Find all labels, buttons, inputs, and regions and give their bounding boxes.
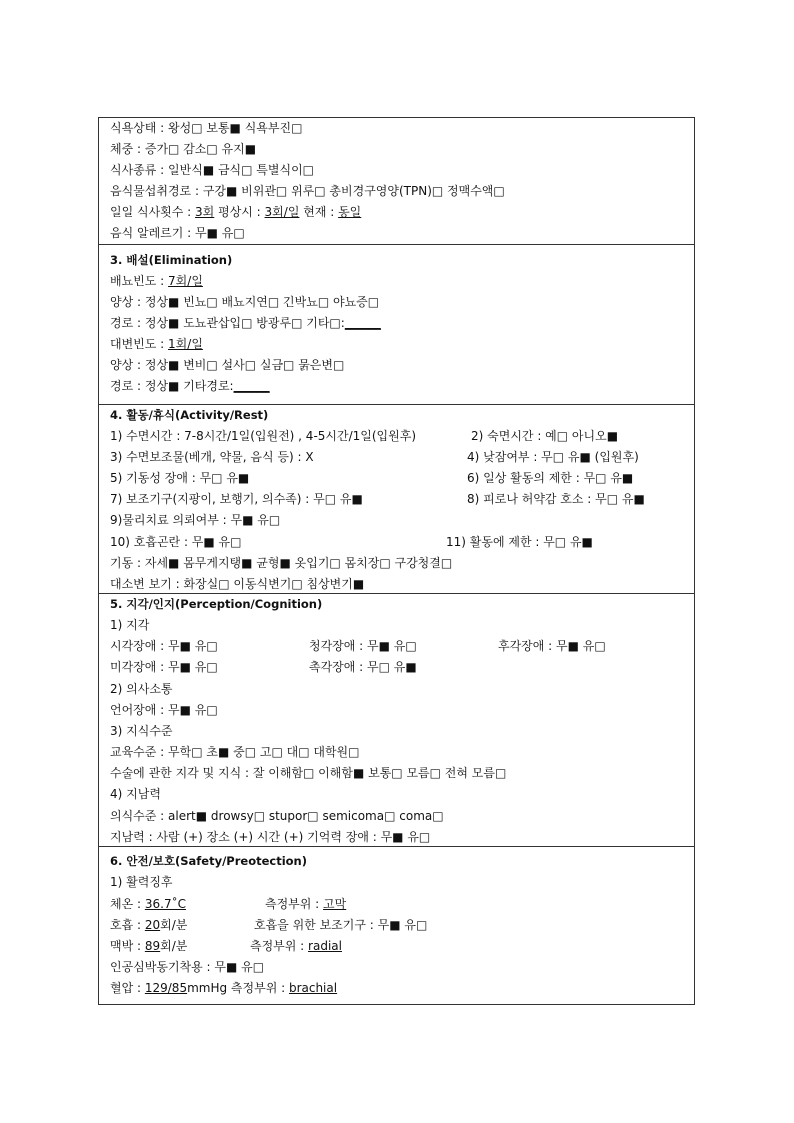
speech-impairment: 언어장애 : 무■ 유□ <box>110 703 218 717</box>
respiratory-aid: 호흡을 위한 보조기구 : 무■ 유□ <box>254 918 428 932</box>
visual-impairment: 시각장애 : 무■ 유□ <box>110 639 218 653</box>
perception-title-row <box>99 594 694 615</box>
pacemaker-row <box>99 957 694 978</box>
safety-title: 6. 안전/보호(Safety/Preotection) <box>110 854 308 868</box>
mobility-detail: 기동 : 자세■ 몸무게지탱■ 균형■ 옷입기□ 몸치장□ 구강청결□ <box>110 556 453 570</box>
usual-label: 평상시 : <box>214 205 265 219</box>
food-allergy-row <box>99 223 694 244</box>
respiration-label: 호흡 : <box>110 918 145 932</box>
surgery-knowledge-row <box>99 763 694 784</box>
meal-type: 식사종류 : 일반식■ 금식□ 특별식이□ <box>110 163 315 177</box>
daily-activity-limit: 6) 일상 활동의 제한 : 무□ 유■ <box>467 471 634 485</box>
blood-pressure-value: 129/85 <box>144 981 188 995</box>
communication-title: 2) 의사소통 <box>110 682 173 696</box>
respiration <box>110 915 187 936</box>
temperature <box>110 894 186 915</box>
physiotherapy-row <box>99 510 694 531</box>
safety-title-row <box>99 851 694 872</box>
pulse-site-label: 측정부위 : <box>250 939 309 953</box>
stool-route <box>110 376 270 397</box>
education-row <box>99 742 694 763</box>
urination-frequency-row <box>99 271 694 292</box>
dyspnea: 10) 호흡곤란 : 무■ 유□ <box>110 535 242 549</box>
meal-count-row <box>99 202 694 223</box>
pulse-row <box>99 936 694 957</box>
mobility-row <box>99 468 694 489</box>
sleep-aid: 3) 수면보조물(베개, 약물, 음식 등) : X <box>110 450 314 464</box>
urination-frequency-value: 7회/일 <box>168 274 203 288</box>
hearing-impairment: 청각장애 : 무■ 유□ <box>309 639 417 653</box>
weight-change: 체중 : 증가□ 감소□ 유지■ <box>110 142 257 156</box>
appetite-row <box>99 118 694 139</box>
taste-impairment: 미각장애 : 무■ 유□ <box>110 660 218 674</box>
diet-section <box>99 118 694 244</box>
pulse-label: 맥박 : <box>110 939 145 953</box>
sleep-aid-row <box>99 447 694 468</box>
urination-frequency-label: 배뇨빈도 : <box>110 274 169 288</box>
perception-sub-row <box>99 615 694 636</box>
safety-section <box>99 846 694 1004</box>
toileting-row <box>99 574 694 595</box>
vital-signs-title-row <box>99 872 694 893</box>
activity-limitation: 11) 활동에 제한 : 무□ 유■ <box>446 535 593 549</box>
urination-route <box>110 313 381 334</box>
stool-frequency <box>110 334 203 355</box>
pulse <box>110 936 187 957</box>
mobility-detail-row <box>99 553 694 574</box>
current-value: 동일 <box>338 205 362 219</box>
consciousness-level: 의식수준 : alert■ drowsy□ stupor□ semicoma□ coma□ <box>110 809 444 823</box>
orientation: 지남력 : 사람 (+) 장소 (+) 시간 (+) 기억력 장애 : 무■ 유□ <box>110 830 431 844</box>
stool-route-row <box>99 376 694 397</box>
urination-route-other: ______ <box>344 316 381 330</box>
meal-count-value: 3회 <box>195 205 215 219</box>
sleep-row <box>99 426 694 447</box>
temperature-value: 36.7˚C <box>144 897 186 911</box>
respiration-row <box>99 915 694 936</box>
appetite-status: 식욕상태 : 왕성□ 보통■ 식욕부진□ <box>110 121 303 135</box>
orientation-title: 4) 지남력 <box>110 787 161 801</box>
speech-row <box>99 700 694 721</box>
stool-frequency-value: 1회/일 <box>168 337 203 351</box>
stool-frequency-row <box>99 334 694 355</box>
blood-pressure-label: 혈압 : <box>110 981 145 995</box>
assistive-device: 7) 보조기구(지팡이, 보행기, 의수족) : 무□ 유■ <box>110 492 363 506</box>
urination-route-label: 경로 : 정상■ 도뇨관삽입□ 방광루□ 기타□: <box>110 316 345 330</box>
senses-row-1 <box>99 636 694 657</box>
perception-section <box>99 593 694 846</box>
activity-title-row <box>99 405 694 426</box>
meal-count <box>110 202 361 223</box>
mobility-impairment: 5) 기동성 장애 : 무□ 유■ <box>110 471 250 485</box>
knowledge-title-row <box>99 721 694 742</box>
physiotherapy-referral: 9)물리치료 의뢰여부 : 무■ 유□ <box>110 513 281 527</box>
deep-sleep: 2) 숙면시간 : 예□ 아니오■ <box>471 429 619 443</box>
food-allergy: 음식 알레르기 : 무■ 유□ <box>110 226 245 240</box>
perception-title: 5. 지각/인지(Perception/Cognition) <box>110 597 323 611</box>
vital-signs-title: 1) 활력징후 <box>110 875 173 889</box>
pulse-unit: 회/분 <box>160 939 188 953</box>
current-label: 현재 : <box>299 205 339 219</box>
intake-route: 음식물섭취경로 : 구강■ 비위관□ 위루□ 총비경구영양(TPN)□ 정맥수액□ <box>110 184 505 198</box>
communication-title-row <box>99 679 694 700</box>
activity-section <box>99 404 694 593</box>
meal-type-row <box>99 160 694 181</box>
blood-pressure-row <box>99 978 694 999</box>
stool-pattern-row <box>99 355 694 376</box>
nap: 4) 낮잠여부 : 무□ 유■ (입원후) <box>467 450 639 464</box>
orientation-row <box>99 827 694 848</box>
urination-route-row <box>99 313 694 334</box>
temperature-row <box>99 894 694 915</box>
pulse-site-value: radial <box>308 939 342 953</box>
assistive-device-row <box>99 489 694 510</box>
orientation-title-row <box>99 784 694 805</box>
sleep-hours: 1) 수면시간 : 7-8시간/1일(입원전) , 4-5시간/1일(입원후) <box>110 429 417 443</box>
elimination-title: 3. 배설(Elimination) <box>110 253 233 267</box>
surgery-knowledge: 수술에 관한 지각 및 지식 : 잘 이해함□ 이해함■ 보통□ 모름□ 전혀 모름□ <box>110 766 507 780</box>
blood-pressure <box>110 978 337 999</box>
respiration-unit: 회/분 <box>160 918 188 932</box>
respiration-value: 20 <box>144 918 161 932</box>
consciousness-row <box>99 806 694 827</box>
intake-route-row <box>99 181 694 202</box>
elimination-section <box>99 244 694 404</box>
toileting: 대소변 보기 : 화장실□ 이동식변기□ 침상변기■ <box>110 577 365 591</box>
stool-route-label: 경로 : 정상■ 기타경로: <box>110 379 234 393</box>
stool-route-other: ______ <box>233 379 270 393</box>
dyspnea-row <box>99 532 694 553</box>
urination-pattern-row <box>99 292 694 313</box>
blood-pressure-unit-site: mmHg 측정부위 : <box>187 981 289 995</box>
stool-pattern: 양상 : 정상■ 변비□ 설사□ 실금□ 묽은변□ <box>110 358 345 372</box>
usual-value: 3회/일 <box>264 205 300 219</box>
stool-frequency-label: 대변빈도 : <box>110 337 169 351</box>
meal-count-label: 일일 식사횟수 : <box>110 205 196 219</box>
pulse-value: 89 <box>144 939 161 953</box>
temperature-site-value: 고막 <box>323 897 347 911</box>
urination-pattern: 양상 : 정상■ 빈뇨□ 배뇨지연□ 긴박뇨□ 야뇨증□ <box>110 295 380 309</box>
touch-impairment: 촉각장애 : 무□ 유■ <box>309 660 417 674</box>
temperature-label: 체온 : <box>110 897 145 911</box>
blood-pressure-site-value: brachial <box>288 981 338 995</box>
weight-row <box>99 139 694 160</box>
activity-title: 4. 활동/휴식(Activity/Rest) <box>110 408 269 422</box>
fatigue-complaint: 8) 피로나 허약감 호소 : 무□ 유■ <box>467 492 645 506</box>
knowledge-title: 3) 지식수준 <box>110 724 173 738</box>
pulse-site <box>250 936 342 957</box>
assessment-form <box>98 117 695 1005</box>
pacemaker: 인공심박동기착용 : 무■ 유□ <box>110 960 265 974</box>
smell-impairment: 후각장애 : 무■ 유□ <box>498 639 606 653</box>
senses-row-2 <box>99 657 694 678</box>
temperature-site <box>265 894 346 915</box>
education-level: 교육수준 : 무학□ 초■ 중□ 고□ 대□ 대학원□ <box>110 745 360 759</box>
elimination-title-row <box>99 250 694 271</box>
perception-subtitle: 1) 지각 <box>110 618 150 632</box>
urination-frequency <box>110 271 203 292</box>
temperature-site-label: 측정부위 : <box>265 897 324 911</box>
